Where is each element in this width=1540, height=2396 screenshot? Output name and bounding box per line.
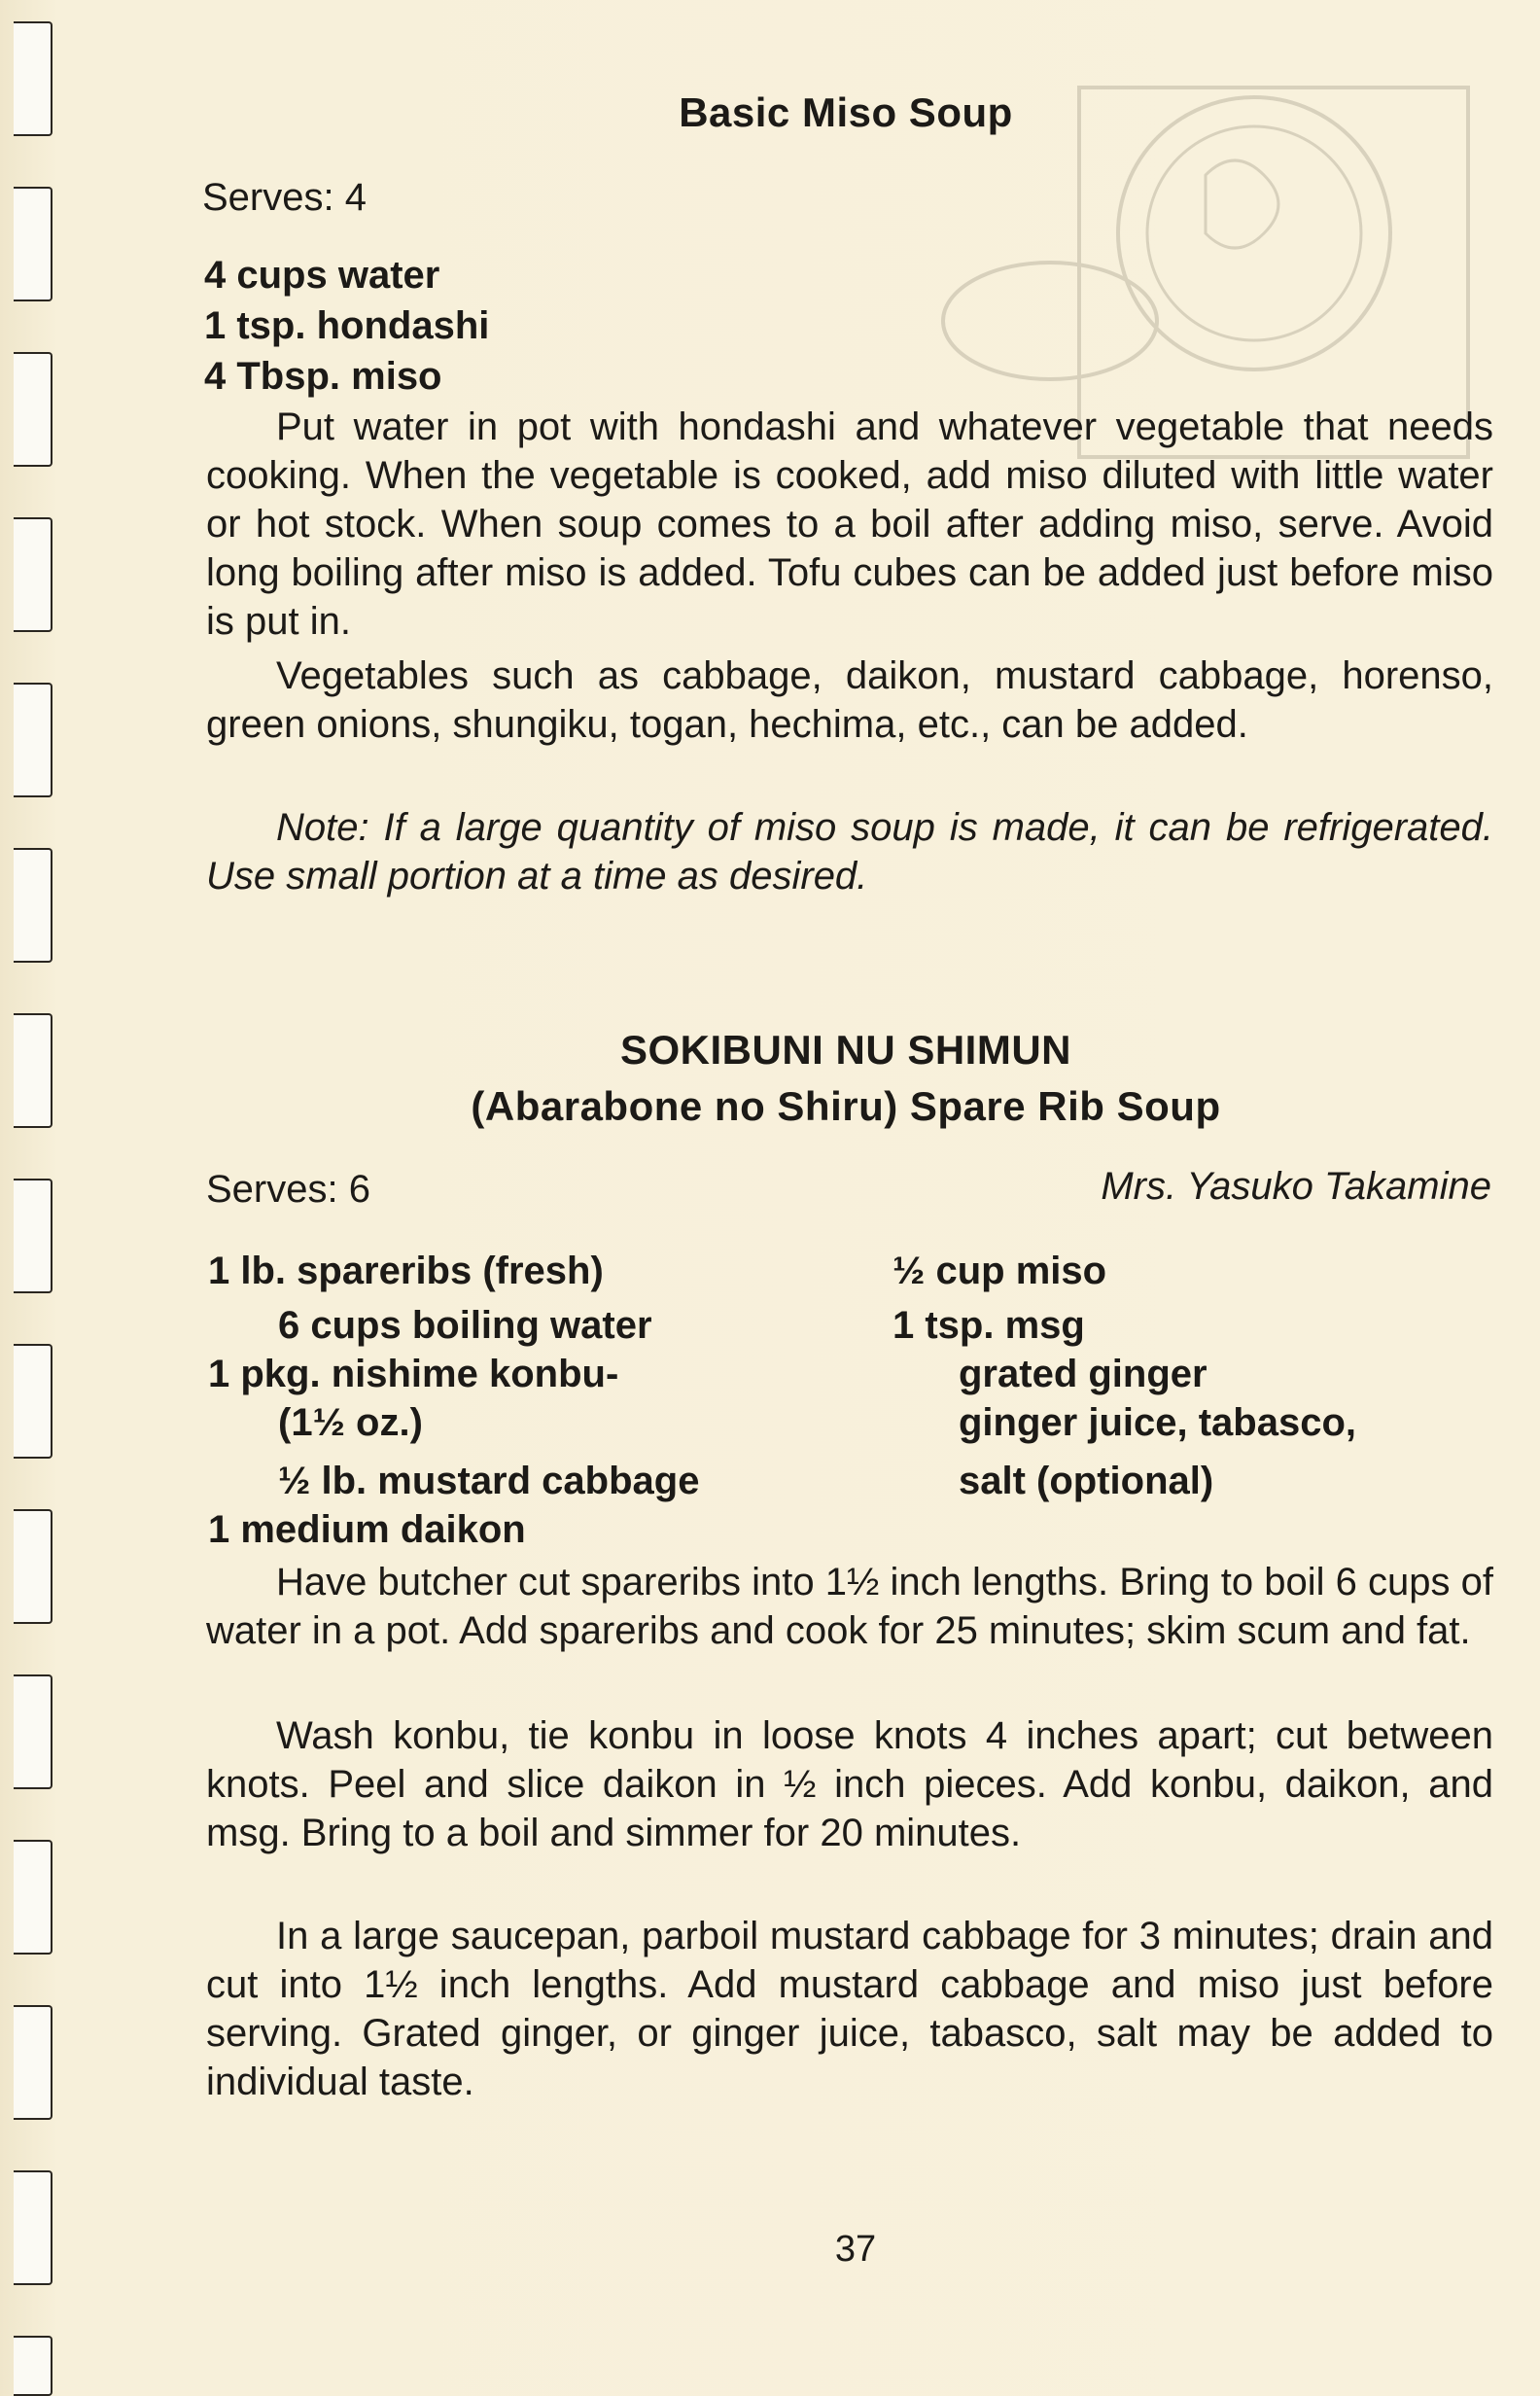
ingredient-item: 1 tsp. msg bbox=[892, 1304, 1085, 1347]
ingredient-item: 6 cups boiling water bbox=[278, 1304, 652, 1347]
ingredient-item: salt (optional) bbox=[959, 1460, 1214, 1502]
ingredient-item: 4 cups water bbox=[204, 254, 440, 297]
instruction-text: Wash konbu, tie konbu in loose knots 4 inches apart; cut between knots. Peel and slice daikon in ½ inch pieces. Add konbu, daikon, and msg. Bring to a boil and simmer for 20 minutes. bbox=[206, 1714, 1493, 1854]
ingredient-item: 1 tsp. hondashi bbox=[204, 304, 490, 347]
ingredient-item: ½ lb. mustard cabbage bbox=[278, 1460, 700, 1502]
page-number: 37 bbox=[834, 2229, 877, 2270]
ingredient-item: 1 pkg. nishime konbu- bbox=[208, 1353, 619, 1395]
recipe-note bbox=[206, 803, 1493, 900]
recipe-title: SOKIBUNI NU SHIMUN bbox=[619, 1027, 1071, 1073]
instruction-paragraph bbox=[206, 1711, 1493, 1857]
note-text: Note: If a large quantity of miso soup is made, it can be refrigerated. Use small portion at a time as desired. bbox=[206, 806, 1493, 898]
ingredient-item: 1 lb. spareribs (fresh) bbox=[208, 1250, 604, 1292]
instruction-paragraph bbox=[206, 652, 1493, 749]
recipe-author: Mrs. Yasuko Takamine bbox=[1101, 1165, 1491, 1208]
ingredient-item: (1½ oz.) bbox=[278, 1401, 423, 1444]
serves-label: Serves: 6 bbox=[206, 1168, 370, 1211]
recipe-subtitle: (Abarabone no Shiru) Spare Rib Soup bbox=[471, 1083, 1221, 1129]
instruction-text: Vegetables such as cabbage, daikon, mustard cabbage, horenso, green onions, shungiku, togan, hechima, etc., can be added. bbox=[206, 654, 1493, 746]
serves-label: Serves: 4 bbox=[202, 176, 367, 219]
ingredient-item: ½ cup miso bbox=[892, 1250, 1107, 1292]
instruction-paragraph bbox=[206, 1558, 1493, 1655]
ingredient-item: ginger juice, tabasco, bbox=[959, 1401, 1357, 1444]
instruction-text: In a large saucepan, parboil mustard cabbage for 3 minutes; drain and cut into 1½ inch lengths. Add mustard cabbage and miso just before serving. Grated ginger, or ginger juice, tabasco, salt may be added to individual taste. bbox=[206, 1915, 1493, 2103]
recipe-title: Basic Miso Soup bbox=[679, 89, 1013, 135]
ingredient-item: 4 Tbsp. miso bbox=[204, 355, 442, 398]
ingredient-item: grated ginger bbox=[959, 1353, 1208, 1395]
instruction-text: Have butcher cut spareribs into 1½ inch lengths. Bring to boil 6 cups of water in a pot. Add spareribs and cook for 25 minutes; skim scum and fat. bbox=[206, 1561, 1493, 1652]
instruction-paragraph bbox=[206, 403, 1493, 646]
ingredient-item: 1 medium daikon bbox=[208, 1508, 526, 1551]
instruction-text: Put water in pot with hondashi and whatever vegetable that needs cooking. When the vegetable is cooked, add miso diluted with little water or hot stock. When soup comes to a boil after adding miso, serve. Avoid long boiling after miso is added. Tofu cubes can be added just before miso is put in. bbox=[206, 405, 1493, 643]
instruction-paragraph bbox=[206, 1912, 1493, 2106]
